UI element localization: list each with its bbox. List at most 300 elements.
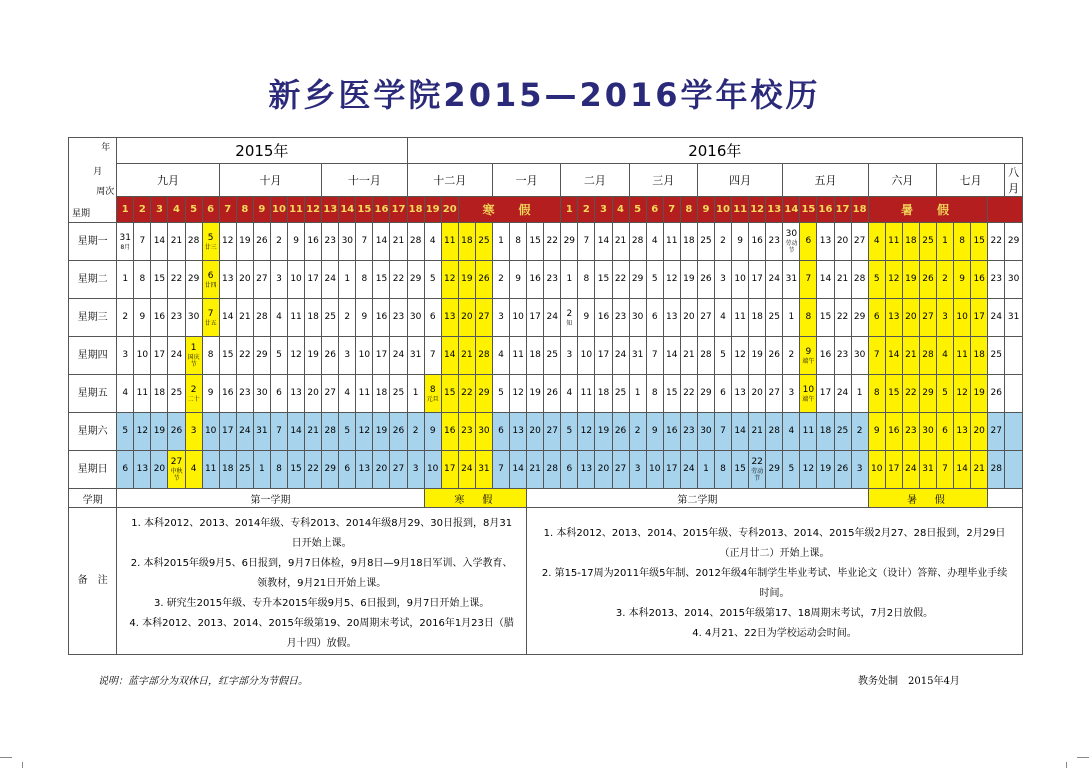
day-number: 12: [888, 274, 900, 284]
day-number: 2: [344, 312, 351, 322]
day-number: 2: [788, 350, 795, 360]
day-number: 24: [614, 350, 627, 360]
calendar-day-cell: [202, 261, 219, 299]
day-number: 21: [751, 426, 763, 436]
calendar-day-cell: [544, 413, 561, 451]
calendar-day-cell: [766, 375, 783, 413]
calendar-day-cell: [971, 375, 988, 413]
calendar-day-cell: [270, 337, 287, 375]
month-header: 三月: [629, 164, 697, 197]
calendar-day-cell: [766, 451, 783, 489]
week-number: 7: [219, 197, 236, 223]
calendar-day-cell: [407, 261, 424, 299]
day-number: 8: [207, 350, 214, 360]
calendar-day-cell: [817, 413, 834, 451]
year-2015-header: 2015年: [117, 138, 407, 164]
calendar-day-cell: [441, 223, 458, 261]
day-number: 5: [498, 388, 504, 398]
day-number: 19: [239, 236, 251, 246]
day-number: 22: [461, 388, 473, 398]
day-number: 27: [990, 426, 1002, 436]
calendar-day-cell: [561, 413, 578, 451]
calendar-day-cell: [954, 375, 971, 413]
day-number: 1: [190, 343, 197, 353]
calendar-day-cell: [288, 337, 305, 375]
day-number: 13: [888, 312, 900, 322]
day-number: 12: [802, 464, 815, 474]
day-number: 19: [597, 426, 610, 436]
calendar-day-cell: [714, 223, 731, 261]
calendar-day-cell: [971, 223, 988, 261]
day-number: 14: [819, 274, 832, 284]
day-number: 20: [375, 464, 388, 474]
calendar-day-cell: [800, 451, 817, 489]
calendar-day-cell: [356, 337, 373, 375]
calendar-day-cell: [356, 223, 373, 261]
day-number: 27: [768, 388, 780, 398]
calendar-day-cell: [270, 223, 287, 261]
day-number: 15: [973, 236, 985, 246]
calendar-day-cell: [817, 261, 834, 299]
week-number: 1: [561, 197, 578, 223]
day-number: 20: [461, 312, 473, 322]
week-number: 2: [578, 197, 595, 223]
calendar-day-cell: [356, 413, 373, 451]
week-number: 6: [202, 197, 219, 223]
day-number: 5: [429, 274, 436, 284]
calendar-day-cell: [544, 451, 561, 489]
calendar-day-cell: [253, 337, 270, 375]
calendar-day-cell: [510, 299, 527, 337]
day-number: 11: [136, 388, 149, 398]
day-number: 3: [412, 464, 419, 474]
calendar-day-cell: [919, 413, 936, 451]
calendar-day-cell: [612, 299, 629, 337]
calendar-day-cell: [117, 451, 134, 489]
calendar-day-cell: [219, 223, 236, 261]
calendar-day-cell: [561, 337, 578, 375]
day-number: 28: [546, 464, 558, 474]
day-number: 8: [720, 464, 726, 474]
calendar-day-cell: [185, 375, 202, 413]
day-number: 6: [276, 388, 282, 398]
day-number: 5: [122, 426, 129, 436]
day-number: 26: [836, 464, 849, 474]
calendar-day-cell: [697, 261, 714, 299]
lunar-note: 劳动节: [751, 468, 764, 482]
day-number: 31: [119, 232, 131, 243]
day-number: 9: [737, 236, 743, 246]
calendar-day-cell: [783, 261, 800, 299]
day-number: 30: [853, 350, 866, 360]
day-number: 23: [392, 312, 405, 322]
month-header: 六月: [868, 164, 936, 197]
day-number: 23: [324, 236, 336, 246]
calendar-day-cell: [663, 223, 680, 261]
day-number: 10: [358, 350, 371, 360]
calendar-day-cell: [595, 413, 612, 451]
calendar-day-cell: [544, 299, 561, 337]
day-number: 29: [631, 274, 644, 284]
week-number: 1: [117, 197, 134, 223]
day-number: 1: [788, 312, 795, 322]
calendar-day-cell: [971, 337, 988, 375]
day-number: 14: [222, 312, 234, 322]
calendar-day-cell: [629, 375, 646, 413]
day-number: 12: [512, 388, 524, 398]
day-number: 8: [873, 388, 880, 398]
day-number: 22: [239, 350, 251, 360]
day-number: 7: [498, 464, 504, 474]
day-number: 17: [751, 274, 763, 284]
week-number: 13: [322, 197, 339, 223]
day-number: 18: [222, 464, 234, 474]
calendar-day-cell: [663, 413, 680, 451]
day-number: 21: [392, 236, 405, 246]
day-number: 30: [785, 229, 798, 239]
day-number: 3: [634, 464, 641, 474]
calendar-day-cell: [236, 223, 253, 261]
calendar-day-cell: [663, 451, 680, 489]
day-number: 7: [942, 464, 948, 474]
calendar-day-cell: [988, 223, 1005, 261]
crop-mark: [22, 762, 23, 768]
calendar-day-cell: [527, 375, 544, 413]
week-number: 8: [680, 197, 697, 223]
calendar-day-cell: [185, 413, 202, 451]
day-number: 15: [153, 274, 166, 284]
day-number: 26: [700, 274, 712, 284]
calendar-day-cell: [680, 299, 697, 337]
day-number: 7: [720, 426, 726, 436]
day-number: 22: [307, 464, 319, 474]
day-number: 10: [734, 274, 746, 284]
day-number: 29: [409, 274, 422, 284]
day-number: 31: [631, 350, 644, 360]
calendar-day-cell: [902, 375, 919, 413]
day-number: 12: [136, 426, 149, 436]
day-number: 7: [139, 236, 146, 246]
day-number: 8: [276, 464, 282, 474]
winter-break-label: 寒 假: [424, 489, 526, 508]
calendar-day-cell: [134, 223, 151, 261]
calendar-day-cell: [253, 261, 270, 299]
week-number: 13: [766, 197, 783, 223]
day-number: 30: [409, 312, 422, 322]
week-number: 12: [749, 197, 766, 223]
term-row-label: 学期: [69, 489, 117, 508]
day-number: 22: [683, 388, 695, 398]
calendar-day-cell: [458, 337, 475, 375]
calendar-day-cell: [544, 261, 561, 299]
day-number: 13: [512, 426, 524, 436]
day-number: 12: [444, 274, 456, 284]
calendar-day-cell: [834, 413, 851, 451]
day-number: 3: [276, 274, 282, 284]
calendar-day-cell: [817, 375, 834, 413]
day-number: 30: [700, 426, 712, 436]
month-header: 九月: [117, 164, 219, 197]
week-number: 16: [817, 197, 834, 223]
calendar-day-cell: [1005, 451, 1023, 489]
day-number: 8: [515, 236, 521, 246]
calendar-day-cell: [475, 413, 492, 451]
day-number: 10: [512, 312, 524, 322]
calendar-day-cell: [783, 413, 800, 451]
day-number: 23: [836, 350, 849, 360]
day-number: 15: [222, 350, 234, 360]
day-number: 8: [139, 274, 146, 284]
calendar-day-cell: [800, 375, 817, 413]
day-number: 25: [614, 388, 627, 398]
day-number: 26: [392, 426, 405, 436]
note-term1-1: 1. 本科2012、2013、2014年级、专科2013、2014年级8月29、30日报到，8月31日开始上课。: [131, 518, 513, 549]
calendar-day-cell: [492, 261, 509, 299]
calendar-day-cell: [458, 451, 475, 489]
weekday-label: 星期日: [69, 451, 117, 489]
day-number: 11: [358, 388, 371, 398]
week-number: 2: [134, 197, 151, 223]
issuer-note: 教务处制 2015年4月: [858, 676, 960, 687]
day-number: 21: [973, 464, 985, 474]
calendar-day-cell: [492, 337, 509, 375]
day-number: 7: [651, 350, 658, 360]
calendar-day-cell: [390, 299, 407, 337]
day-number: 15: [597, 274, 610, 284]
day-number: 5: [720, 350, 726, 360]
day-number: 29: [768, 464, 780, 474]
calendar-day-cell: [236, 451, 253, 489]
calendar-day-cell: [612, 223, 629, 261]
day-number: 12: [666, 274, 678, 284]
calendar-day-cell: [424, 375, 441, 413]
calendar-day-cell: [783, 299, 800, 337]
day-number: 19: [375, 426, 388, 436]
day-number: 23: [768, 236, 780, 246]
day-number: 6: [207, 270, 214, 281]
day-number: 11: [956, 350, 968, 360]
day-number: 25: [546, 350, 558, 360]
week-number: 暑 假: [868, 197, 988, 223]
day-number: 13: [734, 388, 746, 398]
day-number: 5: [344, 426, 351, 436]
day-number: 16: [819, 350, 832, 360]
day-number: 4: [429, 236, 436, 246]
day-number: 24: [990, 312, 1002, 322]
calendar-day-cell: [492, 451, 509, 489]
calendar-day-cell: [936, 451, 953, 489]
calendar-day-cell: [783, 337, 800, 375]
calendar-day-cell: [270, 261, 287, 299]
day-number: 28: [256, 312, 268, 322]
calendar-day-cell: [475, 223, 492, 261]
term1-label: 第一学期: [117, 489, 424, 508]
calendar-day-cell: [851, 413, 868, 451]
calendar-day-cell: [578, 337, 595, 375]
day-number: 17: [529, 312, 541, 322]
calendar-day-cell: [595, 451, 612, 489]
calendar-day-cell: [680, 413, 697, 451]
day-number: 6: [122, 464, 129, 474]
day-number: 5: [276, 350, 282, 360]
calendar-day-cell: [680, 375, 697, 413]
week-number: 14: [339, 197, 356, 223]
week-number: 5: [629, 197, 646, 223]
calendar-day-cell: [424, 223, 441, 261]
calendar-day-cell: [134, 451, 151, 489]
day-number: 16: [153, 312, 166, 322]
calendar-day-cell: [236, 299, 253, 337]
calendar-day-cell: [578, 223, 595, 261]
lunar-note: 廿五: [204, 319, 217, 327]
day-number: 3: [122, 350, 129, 360]
day-number: 11: [444, 236, 456, 246]
day-number: 25: [922, 236, 934, 246]
weekday-label: 星期五: [69, 375, 117, 413]
calendar-day-cell: [492, 299, 509, 337]
calendar-day-cell: [578, 299, 595, 337]
calendar-day-cell: [288, 413, 305, 451]
day-number: 2: [720, 236, 726, 246]
lunar-note: 端午: [802, 357, 815, 365]
calendar-day-cell: [954, 299, 971, 337]
calendar-day-cell: [749, 261, 766, 299]
day-number: 14: [666, 350, 678, 360]
day-number: 27: [478, 312, 490, 322]
day-number: 9: [805, 346, 812, 357]
day-number: 10: [648, 464, 661, 474]
calendar-day-cell: [168, 261, 185, 299]
calendar-day-cell: [868, 223, 885, 261]
day-number: 24: [324, 274, 336, 284]
calendar-day-cell: [697, 299, 714, 337]
calendar-day-cell: [851, 223, 868, 261]
month-header: 八月: [1005, 164, 1023, 197]
calendar-day-cell: [663, 337, 680, 375]
day-number: 9: [293, 236, 299, 246]
calendar-day-cell: [492, 375, 509, 413]
calendar-day-cell: [151, 261, 168, 299]
calendar-day-cell: [749, 413, 766, 451]
calendar-day-cell: [612, 337, 629, 375]
calendar-day-cell: [612, 261, 629, 299]
day-number: 11: [666, 236, 678, 246]
day-number: 24: [836, 388, 849, 398]
day-number: 3: [788, 388, 795, 398]
calendar-day-cell: [988, 261, 1005, 299]
calendar-day-cell: [749, 337, 766, 375]
calendar-day-cell: [714, 337, 731, 375]
month-header: 一月: [492, 164, 560, 197]
calendar-day-cell: [697, 223, 714, 261]
day-number: 13: [358, 464, 371, 474]
calendar-day-cell: [783, 223, 800, 261]
day-number: 27: [700, 312, 712, 322]
week-number: 18: [851, 197, 868, 223]
day-number: 19: [153, 426, 166, 436]
day-number: 25: [768, 312, 780, 322]
calendar-day-cell: [322, 223, 339, 261]
note-term1-2: 2. 本科2015年级9月5、6日报到，9月7日体检，9月8日—9月18日军训、入学教育、领教材，9月21日开始上课。: [130, 558, 513, 589]
calendar-day-cell: [732, 261, 749, 299]
calendar-day-cell: [510, 451, 527, 489]
day-number: 11: [512, 350, 524, 360]
lunar-note: 国庆节: [187, 354, 200, 368]
calendar-day-cell: [168, 337, 185, 375]
day-number: 20: [683, 312, 695, 322]
calendar-day-cell: [219, 299, 236, 337]
calendar-day-cell: [697, 337, 714, 375]
crop-mark: [1077, 757, 1089, 758]
day-number: 1: [412, 388, 419, 398]
calendar-day-cell: [390, 337, 407, 375]
calendar-day-cell: [339, 261, 356, 299]
calendar-day-cell: [270, 299, 287, 337]
week-number: 19: [424, 197, 441, 223]
calendar-day-cell: [766, 413, 783, 451]
calendar-day-cell: [288, 375, 305, 413]
calendar-day-cell: [475, 261, 492, 299]
day-number: 2: [566, 308, 573, 319]
day-number: 9: [651, 426, 658, 436]
day-number: 11: [888, 236, 900, 246]
day-number: 17: [888, 464, 900, 474]
calendar-day-cell: [373, 375, 390, 413]
calendar-day-cell: [117, 223, 134, 261]
day-number: 2: [634, 426, 641, 436]
calendar-day-cell: [117, 375, 134, 413]
day-number: 29: [563, 236, 576, 246]
day-number: 25: [990, 350, 1002, 360]
day-number: 6: [805, 236, 812, 246]
day-number: 2: [412, 426, 419, 436]
calendar-day-cell: [851, 261, 868, 299]
calendar-day-cell: [646, 451, 663, 489]
week-number: 9: [697, 197, 714, 223]
day-number: 24: [905, 464, 917, 474]
calendar-day-cell: [305, 337, 322, 375]
calendar-day-cell: [151, 223, 168, 261]
day-number: 9: [139, 312, 146, 322]
calendar-day-cell: [595, 337, 612, 375]
calendar-day-cell: [407, 375, 424, 413]
day-number: 7: [873, 350, 880, 360]
calendar-day-cell: [373, 451, 390, 489]
day-number: 2: [190, 384, 197, 395]
calendar-day-cell: [339, 299, 356, 337]
day-number: 24: [546, 312, 558, 322]
day-number: 4: [873, 236, 880, 246]
day-number: 19: [683, 274, 695, 284]
day-number: 19: [307, 350, 319, 360]
calendar-day-cell: [817, 337, 834, 375]
day-number: 8: [959, 236, 965, 246]
day-number: 12: [358, 426, 371, 436]
calendar-day-cell: [902, 337, 919, 375]
day-number: 16: [666, 426, 678, 436]
calendar-day-cell: [834, 223, 851, 261]
day-number: 2: [856, 426, 863, 436]
calendar-day-cell: [1005, 223, 1023, 261]
calendar-day-cell: [305, 413, 322, 451]
week-number: 6: [646, 197, 663, 223]
day-number: 31: [922, 464, 934, 474]
calendar-day-cell: [322, 413, 339, 451]
day-number: 23: [683, 426, 695, 436]
corner-year-label: 年: [101, 143, 111, 153]
day-number: 21: [614, 236, 627, 246]
lunar-note: 8月: [120, 243, 131, 251]
